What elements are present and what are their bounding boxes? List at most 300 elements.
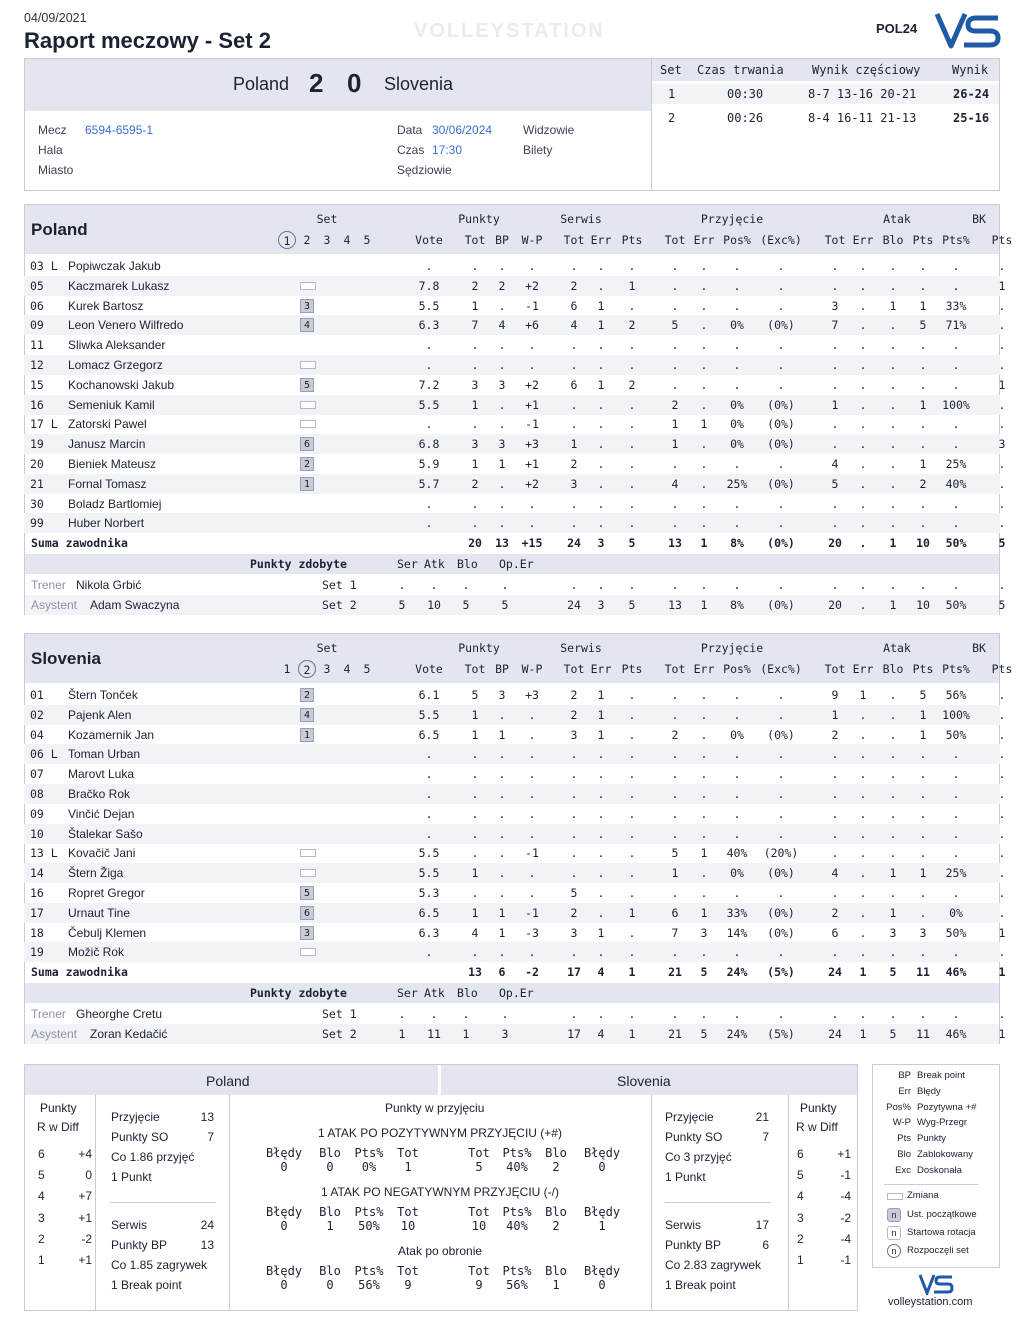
- set-stat-cell: .: [671, 578, 679, 593]
- stat-cell: .: [998, 496, 1006, 511]
- stat-cell: .: [570, 496, 578, 511]
- stat-cell: .: [597, 338, 605, 353]
- stat-cell: .: [628, 259, 636, 273]
- stat-cell: .: [998, 358, 1006, 372]
- stat-cell: .: [700, 707, 708, 722]
- stat-cell: .: [733, 496, 741, 511]
- section-value: 5: [475, 1160, 483, 1174]
- sum-cell: 17: [567, 965, 581, 980]
- stat-cell: 1: [919, 866, 927, 881]
- stat-cell: 1: [471, 457, 479, 471]
- stat-cell: 1: [919, 298, 927, 313]
- set-col-czas: Czas trwania: [697, 63, 784, 77]
- stat-cell: .: [831, 826, 839, 841]
- stat-cell: .: [528, 707, 536, 722]
- stat-cell: 2: [831, 727, 839, 742]
- stat-cell: .: [952, 767, 960, 782]
- stat-cell: .: [570, 806, 578, 821]
- rotation-number: 3: [797, 1210, 804, 1225]
- summary-stat-label: Co 1.86 przyjęć: [111, 1150, 195, 1164]
- stat-cell: .: [831, 358, 839, 372]
- substitution-marker: [300, 282, 316, 290]
- stat-cell: .: [528, 886, 536, 900]
- stat-cell: 3: [889, 925, 897, 940]
- stat-cell: 1: [671, 417, 679, 432]
- stat-cell: .: [889, 397, 897, 412]
- stat-cell: .: [952, 945, 960, 960]
- stat-cell: .: [671, 278, 679, 293]
- stat-cell: .: [628, 826, 636, 841]
- sum-label: Suma zawodnika: [31, 536, 128, 551]
- stat-cell: .: [700, 476, 708, 491]
- section-value: 1: [326, 1219, 334, 1233]
- stat-cell: .: [597, 826, 605, 841]
- stat-cell: .: [998, 457, 1006, 471]
- column-header: Tot: [563, 233, 585, 247]
- stat-cell: .: [628, 298, 636, 313]
- player-name: Možič Rok: [68, 945, 125, 960]
- site-url[interactable]: volleystation.com: [888, 1296, 973, 1308]
- stat-cell: 4: [671, 476, 679, 491]
- section-col-header: Blo: [545, 1205, 567, 1219]
- player-number: 15: [30, 377, 44, 392]
- stat-cell: .: [700, 278, 708, 293]
- punkty-zdobyte-header: Ser: [397, 557, 418, 572]
- stat-cell: .: [952, 358, 960, 372]
- stat-cell: .: [859, 417, 867, 432]
- stat-cell: .: [859, 318, 867, 333]
- legend-abbr: W-P: [892, 1117, 911, 1129]
- stat-cell: .: [919, 787, 927, 801]
- coach-name: Adam Swaczyna: [90, 598, 180, 613]
- stat-cell: .: [597, 787, 605, 801]
- rotation-diff: -2: [840, 1210, 851, 1225]
- player-number: 99: [30, 516, 44, 531]
- section-value: 50%: [358, 1219, 380, 1233]
- set-stat-cell: 24%: [726, 1027, 748, 1042]
- stat-cell: .: [733, 747, 741, 762]
- stat-cell: 1: [597, 925, 605, 940]
- section-value: 0: [326, 1160, 334, 1174]
- stat-cell: .: [919, 338, 927, 353]
- punkty-zdobyte-label: Punkty zdobyte: [250, 557, 347, 572]
- stat-cell: 2: [919, 476, 927, 491]
- stat-cell: .: [528, 826, 536, 841]
- summary-stat-value: 17: [755, 1218, 769, 1232]
- stat-cell: .: [628, 457, 636, 471]
- section-value: 10: [471, 1219, 487, 1233]
- stat-cell: .: [570, 866, 578, 881]
- sum-cell: 1: [998, 965, 1006, 980]
- stat-cell: .: [919, 806, 927, 821]
- set-number-indicator: 1: [278, 231, 296, 249]
- column-group-header: Przyjęcie: [700, 212, 764, 226]
- set-stat-cell: 1: [628, 1027, 636, 1042]
- column-group-header: Punkty: [458, 641, 500, 655]
- score-band: [25, 59, 651, 111]
- column-group-header: Atak: [883, 641, 911, 655]
- stat-cell: .: [471, 806, 479, 821]
- stat-cell: 1: [597, 298, 605, 313]
- stat-cell: 1: [597, 318, 605, 333]
- player-name: Janusz Marcin: [68, 437, 146, 452]
- sum-cell: 10: [916, 536, 930, 551]
- stat-cell: .: [597, 846, 605, 861]
- stat-cell: 1: [597, 688, 605, 702]
- stat-cell: .: [671, 457, 679, 471]
- stat-cell: 7.8: [418, 278, 440, 293]
- mecz-label: Mecz: [38, 123, 67, 137]
- stat-cell: .: [952, 787, 960, 801]
- rotation-diff: -4: [840, 1231, 851, 1246]
- stat-cell: 0%: [730, 866, 744, 881]
- stat-cell: .: [889, 806, 897, 821]
- stat-cell: .: [859, 338, 867, 353]
- summary-stat-label: Serwis: [111, 1218, 148, 1232]
- set-stat-cell: .: [597, 578, 605, 593]
- stat-cell: (0%): [767, 905, 795, 920]
- stat-cell: 1: [498, 727, 506, 742]
- set-stat-cell: 17: [567, 1027, 581, 1042]
- player-name: Fornal Tomasz: [68, 476, 147, 491]
- sum-cell: 13: [495, 536, 509, 551]
- stat-cell: .: [919, 747, 927, 762]
- summary-stat-value: 21: [755, 1110, 769, 1124]
- set-stat-cell: .: [952, 578, 960, 593]
- stat-cell: .: [425, 417, 433, 432]
- player-name: Štern Tonček: [68, 688, 138, 702]
- summary-stat-label: Co 1.85 zagrywek: [111, 1258, 208, 1272]
- column-header: Blo: [882, 233, 904, 247]
- set-stat-cell: .: [889, 1007, 897, 1022]
- stat-cell: .: [831, 787, 839, 801]
- stat-cell: 1: [498, 925, 506, 940]
- stat-cell: .: [889, 516, 897, 531]
- stat-cell: 25%: [726, 476, 748, 491]
- section-col-header: Pts%: [502, 1205, 532, 1219]
- stat-cell: .: [425, 826, 433, 841]
- stat-cell: .: [859, 707, 867, 722]
- stat-cell: 7: [671, 925, 679, 940]
- stat-cell: .: [597, 747, 605, 762]
- sum-label: Suma zawodnika: [31, 965, 128, 980]
- sum-cell: 1: [889, 536, 897, 551]
- substitution-marker: [300, 948, 316, 956]
- set-partial: 8-4 16-11 21-13: [808, 111, 917, 125]
- stat-cell: .: [597, 259, 605, 273]
- stat-cell: 3: [919, 925, 927, 940]
- section-value: 1: [404, 1160, 412, 1174]
- stat-cell: .: [425, 516, 433, 531]
- set-stat-cell: 1: [700, 598, 708, 613]
- stat-cell: 1: [471, 707, 479, 722]
- player-name: Kovačič Jani: [68, 846, 136, 861]
- stat-cell: 71%: [945, 318, 967, 333]
- player-number: 16: [30, 886, 44, 900]
- stat-cell: .: [570, 945, 578, 960]
- rotation-diff: 0: [85, 1168, 92, 1183]
- stat-cell: .: [859, 516, 867, 531]
- column-header: Err: [693, 662, 715, 676]
- stat-cell: 3: [570, 727, 578, 742]
- stat-cell: 25%: [945, 457, 967, 471]
- stat-cell: .: [733, 377, 741, 392]
- column-group-header: BK: [972, 212, 986, 226]
- player-number: 19: [30, 945, 44, 960]
- stat-cell: .: [671, 767, 679, 782]
- column-header: Err: [852, 233, 874, 247]
- stat-cell: 3: [700, 925, 708, 940]
- stat-cell: 1: [919, 707, 927, 722]
- stat-cell: .: [733, 358, 741, 372]
- stat-cell: 6.5: [418, 727, 440, 742]
- set-number-indicator: 5: [363, 662, 371, 676]
- stat-cell: .: [952, 417, 960, 432]
- player-row: [24, 942, 1006, 962]
- stat-cell: 1: [831, 707, 839, 722]
- set-stat-cell: .: [777, 1007, 785, 1022]
- starting-rotation-box: 6: [300, 437, 314, 451]
- stat-cell: .: [919, 496, 927, 511]
- stat-cell: .: [570, 358, 578, 372]
- section-col-header: Tot: [468, 1264, 490, 1278]
- stat-cell: 2: [570, 905, 578, 920]
- stat-cell: .: [671, 259, 679, 273]
- stat-cell: .: [889, 358, 897, 372]
- player-number: 17: [30, 905, 44, 920]
- set-stat-cell: 20: [828, 598, 842, 613]
- section-col-header: Pts%: [354, 1205, 384, 1219]
- stat-cell: .: [700, 945, 708, 960]
- stat-cell: .: [889, 338, 897, 353]
- stat-cell: 1: [889, 905, 897, 920]
- legend-label: Rozpoczęli set: [907, 1245, 969, 1256]
- column-group-header: BK: [972, 641, 986, 655]
- sum-cell: (5%): [767, 965, 795, 980]
- stat-cell: .: [628, 787, 636, 801]
- stat-cell: .: [671, 707, 679, 722]
- player-number: 01: [30, 688, 44, 702]
- set-stat-cell: (5%): [767, 1027, 795, 1042]
- stat-cell: .: [628, 338, 636, 353]
- stat-cell: .: [831, 377, 839, 392]
- stat-cell: .: [998, 905, 1006, 920]
- column-header: Err: [590, 662, 612, 676]
- column-header: W-P: [521, 662, 543, 676]
- column-header: Vote: [415, 233, 443, 247]
- stat-cell: .: [952, 437, 960, 452]
- mecz-link[interactable]: 6594-6595-1: [85, 123, 154, 137]
- section-col-header: Błędy: [583, 1205, 621, 1219]
- set-stat-cell: 1: [889, 598, 897, 613]
- player-row: [24, 256, 1006, 276]
- starting-rotation-box: 3: [300, 299, 314, 313]
- section-value: 0: [280, 1219, 288, 1233]
- player-number: 14: [30, 866, 44, 881]
- set-number-indicator: 3: [323, 662, 331, 676]
- column-group-header: Set: [316, 212, 338, 226]
- player-row: [24, 883, 1006, 903]
- stat-cell: .: [831, 496, 839, 511]
- set-points-cell: 5: [501, 598, 509, 613]
- player-name: Kochanowski Jakub: [68, 377, 175, 392]
- rotation-number: 5: [797, 1168, 804, 1183]
- stat-cell: +2: [525, 476, 539, 491]
- sum-cell: +15: [521, 536, 543, 551]
- sum-cell: 3: [597, 536, 605, 551]
- stat-cell: 1: [570, 437, 578, 452]
- team-a-name: Poland: [233, 74, 290, 94]
- stat-cell: 7: [831, 318, 839, 333]
- player-number: 13 L: [30, 846, 58, 861]
- column-header: Pos%: [723, 662, 751, 676]
- player-row: [24, 335, 1006, 355]
- set-number-indicator: 1: [283, 662, 291, 676]
- stat-cell: .: [700, 338, 708, 353]
- set-row-label: Set 1: [322, 578, 357, 593]
- section-value: 1: [552, 1278, 560, 1292]
- set-points-cell: .: [430, 578, 438, 593]
- player-row: [24, 843, 1006, 863]
- miasto-label: Miasto: [38, 163, 74, 177]
- stat-cell: .: [528, 259, 536, 273]
- set-points-cell: .: [398, 578, 406, 593]
- substitution-marker: [300, 420, 316, 428]
- stat-cell: 2: [628, 318, 636, 333]
- stat-cell: 1: [597, 377, 605, 392]
- stat-cell: 0%: [730, 318, 744, 333]
- stat-cell: 3: [831, 298, 839, 313]
- stat-cell: 5.5: [418, 866, 440, 881]
- stat-cell: -1: [525, 905, 539, 920]
- stat-cell: .: [628, 476, 636, 491]
- stat-cell: .: [628, 747, 636, 762]
- player-number: 09: [30, 806, 44, 821]
- stat-cell: 33%: [726, 905, 748, 920]
- stat-cell: 2: [671, 397, 679, 412]
- stat-cell: .: [919, 846, 927, 861]
- starting-rotation-box: 2: [300, 457, 314, 471]
- player-number: 09: [30, 318, 44, 333]
- player-name: Kurek Bartosz: [68, 298, 144, 313]
- column-header: Err: [590, 233, 612, 247]
- stat-cell: .: [998, 826, 1006, 841]
- set-stat-cell: 1: [859, 1027, 867, 1042]
- punkty-zdobyte-header: Blo: [457, 986, 478, 1001]
- player-row: [24, 414, 1006, 434]
- column-header: Pts: [991, 233, 1013, 247]
- stat-cell: .: [733, 886, 741, 900]
- set-col-set: Set: [660, 63, 682, 77]
- substitution-marker: [300, 869, 316, 877]
- stat-cell: 1: [597, 707, 605, 722]
- sum-cell: 1: [628, 965, 636, 980]
- stat-cell: .: [671, 377, 679, 392]
- stat-cell: .: [528, 866, 536, 881]
- stat-cell: 56%: [945, 688, 967, 702]
- stat-cell: .: [498, 846, 506, 861]
- stat-cell: .: [998, 787, 1006, 801]
- stat-cell: .: [859, 806, 867, 821]
- stat-cell: .: [700, 688, 708, 702]
- stat-cell: 2: [471, 476, 479, 491]
- stat-cell: .: [471, 767, 479, 782]
- sum-cell: (0%): [767, 536, 795, 551]
- stat-cell: .: [777, 516, 785, 531]
- stat-cell: 33%: [945, 298, 967, 313]
- left-rot-head2: R w Diff: [37, 1120, 79, 1134]
- legend-abbr: Exc: [895, 1164, 911, 1176]
- section-col-header: Błędy: [265, 1264, 303, 1278]
- player-name: Toman Urban: [68, 747, 141, 762]
- section-col-header: Blo: [319, 1146, 341, 1160]
- starting-rotation-box: 6: [300, 906, 314, 920]
- stat-cell: .: [952, 516, 960, 531]
- player-name: Bračko Rok: [68, 787, 131, 801]
- player-row: [24, 923, 1006, 943]
- stat-cell: .: [733, 826, 741, 841]
- stat-cell: .: [733, 278, 741, 293]
- stat-cell: .: [859, 727, 867, 742]
- stat-cell: .: [700, 397, 708, 412]
- stat-cell: .: [671, 787, 679, 801]
- rotation-diff: -2: [81, 1231, 92, 1246]
- stat-cell: .: [570, 259, 578, 273]
- sedziowie-label: Sędziowie: [397, 163, 452, 177]
- stat-cell: .: [733, 457, 741, 471]
- stat-cell: (0%): [767, 476, 795, 491]
- sum-cell: 5: [628, 536, 636, 551]
- column-header: Pts: [912, 662, 934, 676]
- player-row: [24, 474, 1006, 494]
- sum-cell: 24%: [726, 965, 748, 980]
- section-col-header: Pts%: [354, 1264, 384, 1278]
- player-row: [24, 375, 1006, 395]
- bottom-team-b: Slovenia: [617, 1073, 671, 1089]
- summary-stat-value: 6: [762, 1238, 769, 1252]
- stat-cell: .: [919, 377, 927, 392]
- player-row: [24, 903, 1006, 923]
- stat-cell: .: [998, 886, 1006, 900]
- section-col-header: Pts%: [354, 1146, 384, 1160]
- player-number: 17 L: [30, 417, 58, 432]
- column-header: Vote: [415, 662, 443, 676]
- section-title: 1 ATAK PO NEGATYWNYM PRZYJĘCIU (-/): [320, 1185, 560, 1199]
- set-stat-cell: .: [919, 578, 927, 593]
- stat-cell: 1: [700, 846, 708, 861]
- stat-cell: 3: [498, 437, 506, 452]
- stat-cell: .: [998, 338, 1006, 353]
- stat-cell: .: [628, 437, 636, 452]
- stat-cell: +1: [525, 457, 539, 471]
- stat-cell: 50%: [945, 925, 967, 940]
- player-number: 11: [30, 338, 44, 353]
- stat-cell: .: [425, 787, 433, 801]
- stat-cell: .: [733, 945, 741, 960]
- section-value: 56%: [506, 1278, 528, 1292]
- player-number: 20: [30, 457, 44, 471]
- section-value: 10: [400, 1219, 416, 1233]
- stat-cell: .: [570, 826, 578, 841]
- stat-cell: .: [998, 259, 1006, 273]
- bottom-team-a: Poland: [206, 1073, 250, 1089]
- stat-cell: .: [498, 886, 506, 900]
- stat-cell: .: [859, 846, 867, 861]
- stat-cell: 2: [498, 278, 506, 293]
- set-stat-cell: .: [859, 1007, 867, 1022]
- player-row: [24, 395, 1006, 415]
- stat-cell: .: [998, 688, 1006, 702]
